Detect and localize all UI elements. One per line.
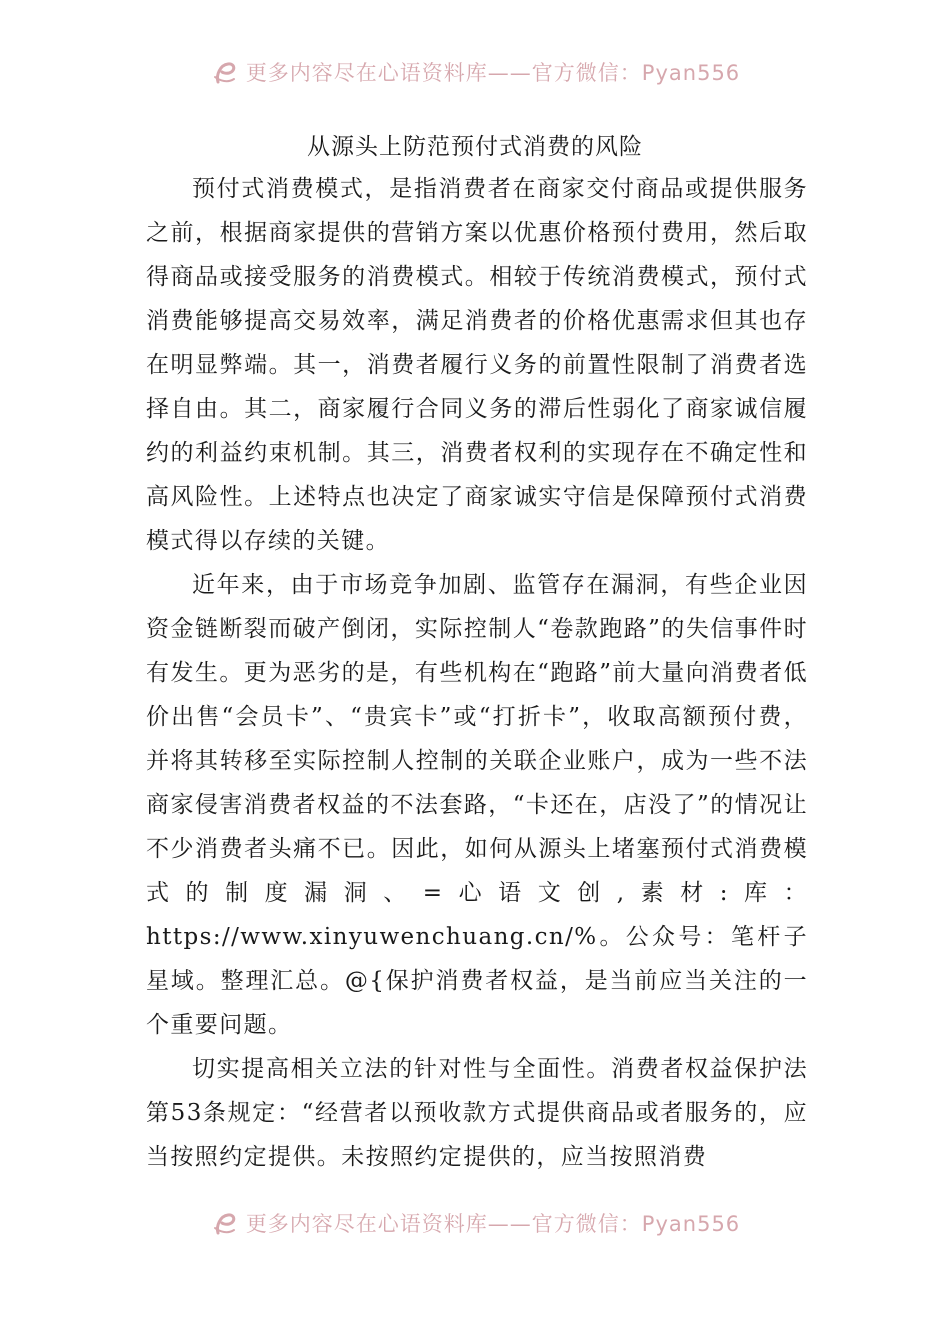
header-watermark (0, 52, 950, 92)
article-body (146, 167, 808, 1179)
header-watermark-text: 更多内容尽在心语资料库——官方微信：Pyan556 (245, 61, 741, 85)
paragraph-3: 切实提高相关立法的针对性与全面性。消费者权益保护法第53条规定：“经营者以预收款方式提供商品或者服务的，应当按照约定提供。未按照约定提供的，应当按照消费 (146, 1056, 808, 1170)
stylized-p-logo-icon (210, 1208, 240, 1238)
footer-watermark-text: 更多内容尽在心语资料库——官方微信：Pyan556 (245, 1212, 741, 1236)
stylized-p-logo-icon (210, 57, 240, 87)
footer-watermark (0, 1203, 950, 1243)
paragraph-2: 近年来，由于市场竞争加剧、监管存在漏洞，有些企业因资金链断裂而破产倒闭，实际控制人“卷款跑路”的失信事件时有发生。更为恶劣的是，有些机构在“跑路”前大量向消费者低价出售“会员卡”、“贵宾卡”或“打折卡”，收取高额预付费，并将其转移至实际控制人控制的关联企业账户，成为一些不法商家侵害消费者权益的不法套路，“卡还在，店没了”的情况让不少消费者头痛不已。因此，如何从源头上堵塞预付式消费模式的制度漏洞、=心语文创,素材:库：https://www.xinyuwenchuang.cn/%。公众号：笔杆子星域。整理汇总。@{保护消费者权益，是当前应当关注的一个重要问题。 (146, 572, 808, 1038)
paragraph-1: 预付式消费模式，是指消费者在商家交付商品或提供服务之前，根据商家提供的营销方案以优惠价格预付费用，然后取得商品或接受服务的消费模式。相较于传统消费模式，预付式消费能够提高交易效率，满足消费者的价格优惠需求但其也存在明显弊端。其一，消费者履行义务的前置性限制了消费者选择自由。其二，商家履行合同义务的滞后性弱化了商家诚信履约的利益约束机制。其三，消费者权利的实现存在不确定性和高风险性。上述特点也决定了商家诚实守信是保障预付式消费模式得以存续的关键。 (146, 176, 808, 554)
page-title: 从源头上防范预付式消费的风险 (307, 134, 643, 160)
